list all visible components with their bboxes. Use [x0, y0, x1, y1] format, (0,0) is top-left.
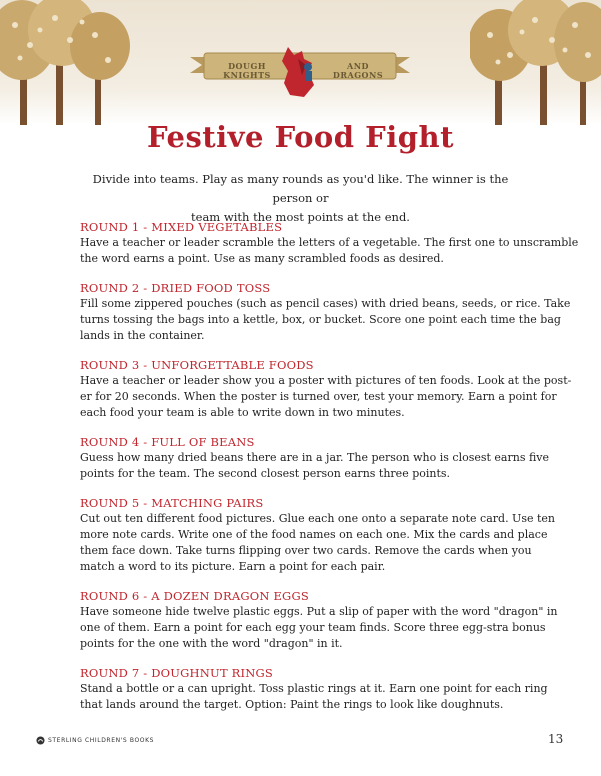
round-line: lands in the container.	[80, 329, 205, 342]
round-title: ROUND 1 - MIXED VEGETABLES	[80, 220, 283, 234]
round-text	[80, 373, 572, 421]
publisher-footer	[36, 736, 154, 745]
round-line: er for 20 seconds. When the poster is turned over, test your memory. Earn a point for	[80, 390, 557, 403]
round-title: ROUND 7 - DOUGHNUT RINGS	[80, 666, 273, 680]
round-2	[80, 280, 571, 344]
round-title: ROUND 3 - UNFORGETTABLE FOODS	[80, 358, 314, 372]
page-number: 13	[548, 732, 564, 746]
round-line: Fill some zippered pouches (such as pencil cases) with dried beans, seeds, or rice. Take	[80, 297, 571, 310]
round-text	[80, 235, 579, 267]
page-title: Festive Food Fight	[146, 120, 454, 154]
publisher-name: STERLING CHILDREN'S BOOKS	[48, 737, 155, 744]
tree-cluster-right	[470, 0, 601, 125]
header-illustration	[0, 0, 601, 125]
intro-line: Divide into teams. Play as many rounds as you'd like. The winner is the person or	[92, 172, 509, 205]
round-text	[80, 681, 548, 713]
round-6	[80, 588, 558, 652]
round-line: match a word to its picture. Earn a point for each pair.	[80, 560, 386, 573]
round-line: turns tossing the bags into a kettle, box, or bucket. Score one point each time the bag	[80, 313, 561, 326]
round-7	[80, 665, 548, 713]
round-text	[80, 450, 550, 482]
round-text	[80, 511, 555, 575]
round-line: them face down. Take turns flipping over two cards. Remove the cards when you	[80, 544, 532, 557]
round-title: ROUND 4 - FULL OF BEANS	[80, 435, 255, 449]
round-line: that lands around the target. Option: Paint the rings to look like doughnuts.	[80, 698, 504, 711]
round-4	[80, 434, 550, 482]
round-text	[80, 296, 571, 344]
round-text	[80, 604, 558, 652]
round-line: points for the team. The second closest person earns three points.	[80, 467, 451, 480]
round-1	[80, 219, 579, 267]
round-line: Guess how many dried beans there are in a jar. The person who is closest earns five	[80, 451, 550, 464]
round-line: Stand a bottle or a can upright. Toss plastic rings at it. Earn one point for each ring	[80, 682, 548, 695]
round-3	[80, 357, 572, 421]
intro-line: team with the most points at the end.	[191, 210, 410, 224]
round-line: Cut out ten different food pictures. Glue each one onto a separate note card. Use ten	[80, 512, 555, 525]
round-line: the word earns a point. Use as many scrambled foods as desired.	[80, 252, 444, 265]
round-title: ROUND 2 - DRIED FOOD TOSS	[80, 281, 271, 295]
round-title: ROUND 6 - A DOZEN DRAGON EGGS	[80, 589, 309, 603]
round-line: Have someone hide twelve plastic eggs. Put a slip of paper with the word "dragon" in	[80, 605, 558, 618]
round-line: Have a teacher or leader show you a poster with pictures of ten foods. Look at the post-	[80, 374, 572, 387]
banner-label-left: DOUGH KNIGHTS	[223, 61, 271, 80]
round-line: more note cards. Write one of the food names on each one. Mix the cards and place	[80, 528, 548, 541]
publisher-logo-icon	[36, 736, 45, 745]
round-line: points for the one with the word "dragon" in it.	[80, 637, 343, 650]
round-line: each food your team is able to write down in two minutes.	[80, 406, 405, 419]
round-5	[80, 495, 555, 575]
round-title: ROUND 5 - MATCHING PAIRS	[80, 496, 264, 510]
round-line: one of them. Earn a point for each egg your team finds. Score three egg-stra bonus	[80, 621, 546, 634]
tree-cluster-left	[0, 0, 140, 125]
round-line: Have a teacher or leader scramble the letters of a vegetable. The first one to unscramble	[80, 236, 579, 249]
rounds-list	[80, 219, 579, 726]
banner-label-right: AND DRAGONS	[332, 61, 384, 80]
